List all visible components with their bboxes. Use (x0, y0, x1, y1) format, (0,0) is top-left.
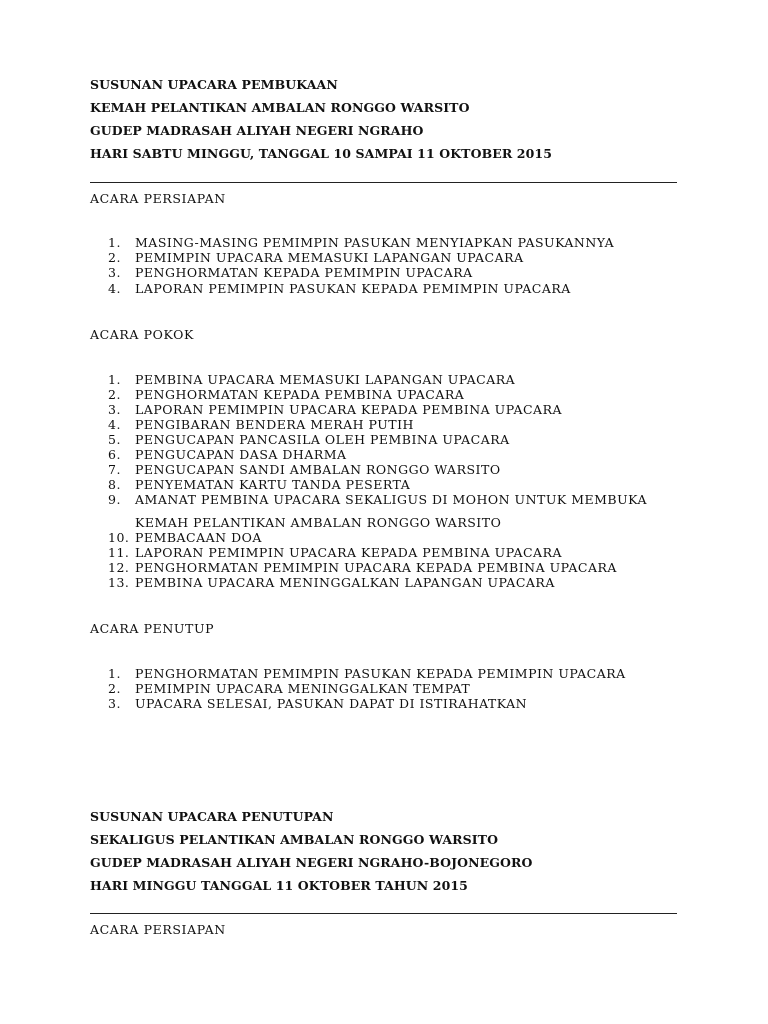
item-number: 4. (108, 417, 121, 432)
heading-title: SUSUNAN UPACARA PEMBUKAAN (90, 77, 338, 92)
item-number: 2. (108, 387, 121, 402)
item-text: PENGHORMATAN KEPADA PEMBINA UPACARA (135, 387, 465, 402)
item-text: PEMIMPIN UPACARA MEMASUKI LAPANGAN UPACARA (135, 250, 524, 265)
divider-line (90, 182, 677, 183)
item-text: PENGUCAPAN SANDI AMBALAN RONGGO WARSITO (135, 462, 501, 477)
section-title-pokok: ACARA POKOK (90, 327, 194, 342)
item-text: PENGHORMATAN KEPADA PEMIMPIN UPACARA (135, 265, 473, 280)
item-text: PENGHORMATAN PEMIMPIN PASUKAN KEPADA PEMIMPIN UPACARA (135, 666, 626, 681)
item-text: PENGUCAPAN DASA DHARMA (135, 447, 347, 462)
item-number: 4. (108, 281, 121, 296)
item-number: 5. (108, 432, 121, 447)
heading-unit: GUDEP MADRASAH ALIYAH NEGERI NGRAHO (90, 123, 424, 138)
item-text: UPACARA SELESAI, PASUKAN DAPAT DI ISTIRAHATKAN (135, 696, 528, 711)
heading-event: KEMAH PELANTIKAN AMBALAN RONGGO WARSITO (90, 100, 470, 115)
heading-unit-2: GUDEP MADRASAH ALIYAH NEGERI NGRAHO-BOJONEGORO (90, 855, 533, 870)
heading-date: HARI SABTU MINGGU, TANGGAL 10 SAMPAI 11 OKTOBER 2015 (90, 146, 552, 161)
item-text: AMANAT PEMBINA UPACARA SEKALIGUS DI MOHON UNTUK MEMBUKA (135, 492, 648, 507)
item-number: 1. (108, 235, 121, 250)
item-number: 7. (108, 462, 121, 477)
item-text: PEMBINA UPACARA MEMASUKI LAPANGAN UPACARA (135, 372, 516, 387)
item-text: PEMIMPIN UPACARA MENINGGALKAN TEMPAT (135, 681, 471, 696)
item-number: 1. (108, 372, 121, 387)
item-text: LAPORAN PEMIMPIN PASUKAN KEPADA PEMIMPIN UPACARA (135, 281, 571, 296)
item-number: 2. (108, 250, 121, 265)
item-text: LAPORAN PEMIMPIN UPACARA KEPADA PEMBINA UPACARA (135, 545, 563, 560)
item-number: 10. (108, 530, 130, 545)
item-number: 8. (108, 477, 121, 492)
item-number: 9. (108, 492, 121, 507)
section-title-persiapan: ACARA PERSIAPAN (90, 191, 226, 206)
item-number: 1. (108, 666, 121, 681)
heading-title-2: SUSUNAN UPACARA PENUTUPAN (90, 809, 334, 824)
item-text: PENGUCAPAN PANCASILA OLEH PEMBINA UPACARA (135, 432, 510, 447)
item-number: 3. (108, 696, 121, 711)
heading-event-2: SEKALIGUS PELANTIKAN AMBALAN RONGGO WARSITO (90, 832, 499, 847)
item-number: 11. (108, 545, 130, 560)
item-number: 3. (108, 265, 121, 280)
item-text: PENGIBARAN BENDERA MERAH PUTIH (135, 417, 414, 432)
item-text: MASING-MASING PEMIMPIN PASUKAN MENYIAPKAN PASUKANNYA (135, 235, 615, 250)
item-number: 13. (108, 575, 130, 590)
item-text: PENGHORMATAN PEMIMPIN UPACARA KEPADA PEMBINA UPACARA (135, 560, 617, 575)
item-text: PEMBACAAN DOA (135, 530, 262, 545)
item-number: 3. (108, 402, 121, 417)
item-number: 12. (108, 560, 130, 575)
item-number: 2. (108, 681, 121, 696)
item-number: 6. (108, 447, 121, 462)
item-text: LAPORAN PEMIMPIN UPACARA KEPADA PEMBINA UPACARA (135, 402, 563, 417)
divider-line-2 (90, 913, 677, 914)
heading-date-2: HARI MINGGU TANGGAL 11 OKTOBER TAHUN 2015 (90, 878, 468, 893)
section-title-penutup: ACARA PENUTUP (90, 621, 215, 636)
item-text: PEMBINA UPACARA MENINGGALKAN LAPANGAN UPACARA (135, 575, 555, 590)
item-text: PENYEMATAN KARTU TANDA PESERTA (135, 477, 411, 492)
section-title-persiapan-2: ACARA PERSIAPAN (90, 922, 226, 937)
item-text: KEMAH PELANTIKAN AMBALAN RONGGO WARSITO (135, 515, 502, 530)
